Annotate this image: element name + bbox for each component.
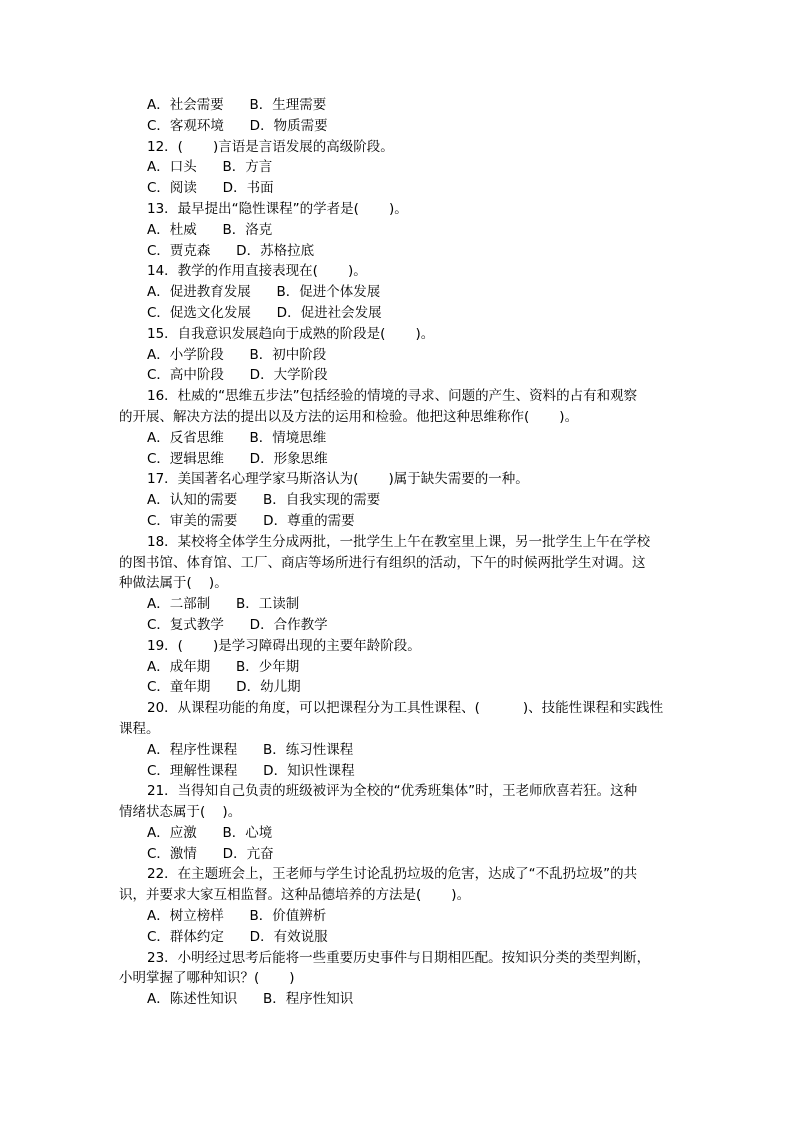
text-line: C．客观环境 D．物质需要 [147,117,328,134]
text-line: 情绪状态属于( )。 [119,804,242,821]
text-line: C．逻辑思维 D．形象思维 [147,450,328,467]
text-line: 21．当得知自己负责的班级被评为全校的“优秀班集体”时，王老师欣喜若狂。这种 [147,783,638,800]
text-line: A．促进教育发展 B．促进个体发展 [147,284,381,301]
text-line: 种做法属于( )。 [119,575,228,592]
text-line: 识，并要求大家互相监督。这种品德培养的方法是( )。 [119,887,471,904]
text-line: A．杜威 B．洛克 [147,221,273,238]
text-line: A．社会需要 B．生理需要 [147,97,327,113]
text-line: C．促选文化发展 D．促进社会发展 [147,304,382,321]
text-line: C．高中阶段 D．大学阶段 [147,367,328,384]
text-line: C．童年期 D．幼儿期 [147,679,301,696]
text-line: 20．从课程功能的角度，可以把课程分为工具性课程、( )、技能性课程和实践性 [147,700,664,717]
text-line: A．反省思维 B．情境思维 [147,429,327,446]
text-line: C．理解性课程 D．知识性课程 [147,762,355,779]
text-line: 小明掌握了哪种知识？( ) [119,970,295,987]
text-line: 18．某校将全体学生分成两批，一批学生上午在教室里上课，另一批学生上午在学校 [147,533,651,550]
text-line: 22．在主题班会上，王老师与学生讨论乱扔垃圾的危害，达成了“不乱扔垃圾”的共 [147,866,638,883]
text-line: A．成年期 B．少年期 [147,658,300,675]
text-line: 23．小明经过思考后能将一些重要历史事件与日期相匹配。按知识分类的类型判断， [147,949,651,966]
text-line: 13．最早提出“隐性课程”的学者是( )。 [147,200,408,217]
text-line: 的图书馆、体育馆、工厂、商店等场所进行有组织的活动，下午的时候两批学生对调。这 [119,554,646,571]
text-line: A．二部制 B．工读制 [147,596,300,613]
text-line: C．复式教学 D．合作教学 [147,616,328,633]
text-line: 15．自我意识发展趋向于成熟的阶段是( )。 [147,325,435,342]
text-line: C．阅读 D．书面 [147,180,274,197]
text-line: A．陈述性知识 B．程序性知识 [147,991,354,1008]
text-line: 16．杜威的“思维五步法”包括经验的情境的寻求、问题的产生、资料的占有和观察 [147,388,638,405]
text-line: 12．( )言语是言语发展的高级阶段。 [147,138,394,155]
text-line: 课程。 [119,720,160,737]
text-line: 19．( )是学习障碍出现的主要年龄阶段。 [147,637,421,654]
text-line: C．贾克森 D．苏格拉底 [147,242,315,259]
text-line: A．小学阶段 B．初中阶段 [147,346,327,363]
text-line: C．群体约定 D．有效说服 [147,928,328,945]
text-line: 14．教学的作用直接表现在( )。 [147,263,367,280]
document-page [119,95,679,1010]
text-line: A．应激 B．心境 [147,824,273,841]
text-line: A．程序性课程 B．练习性课程 [147,741,354,758]
text-line: A．认知的需要 B．自我实现的需要 [147,492,381,509]
text-line: 的开展、解决方法的提出以及方法的运用和检验。他把这种思维称作( )。 [119,408,579,425]
text-line: C．激情 D．亢奋 [147,845,274,862]
text-line: C．审美的需要 D．尊重的需要 [147,512,355,529]
text-line: A．口头 B．方言 [147,159,273,176]
text-line: 17．美国著名心理学家马斯洛认为( )属于缺失需要的一种。 [147,471,529,488]
text-line: A．树立榜样 B．价值辨析 [147,908,327,925]
